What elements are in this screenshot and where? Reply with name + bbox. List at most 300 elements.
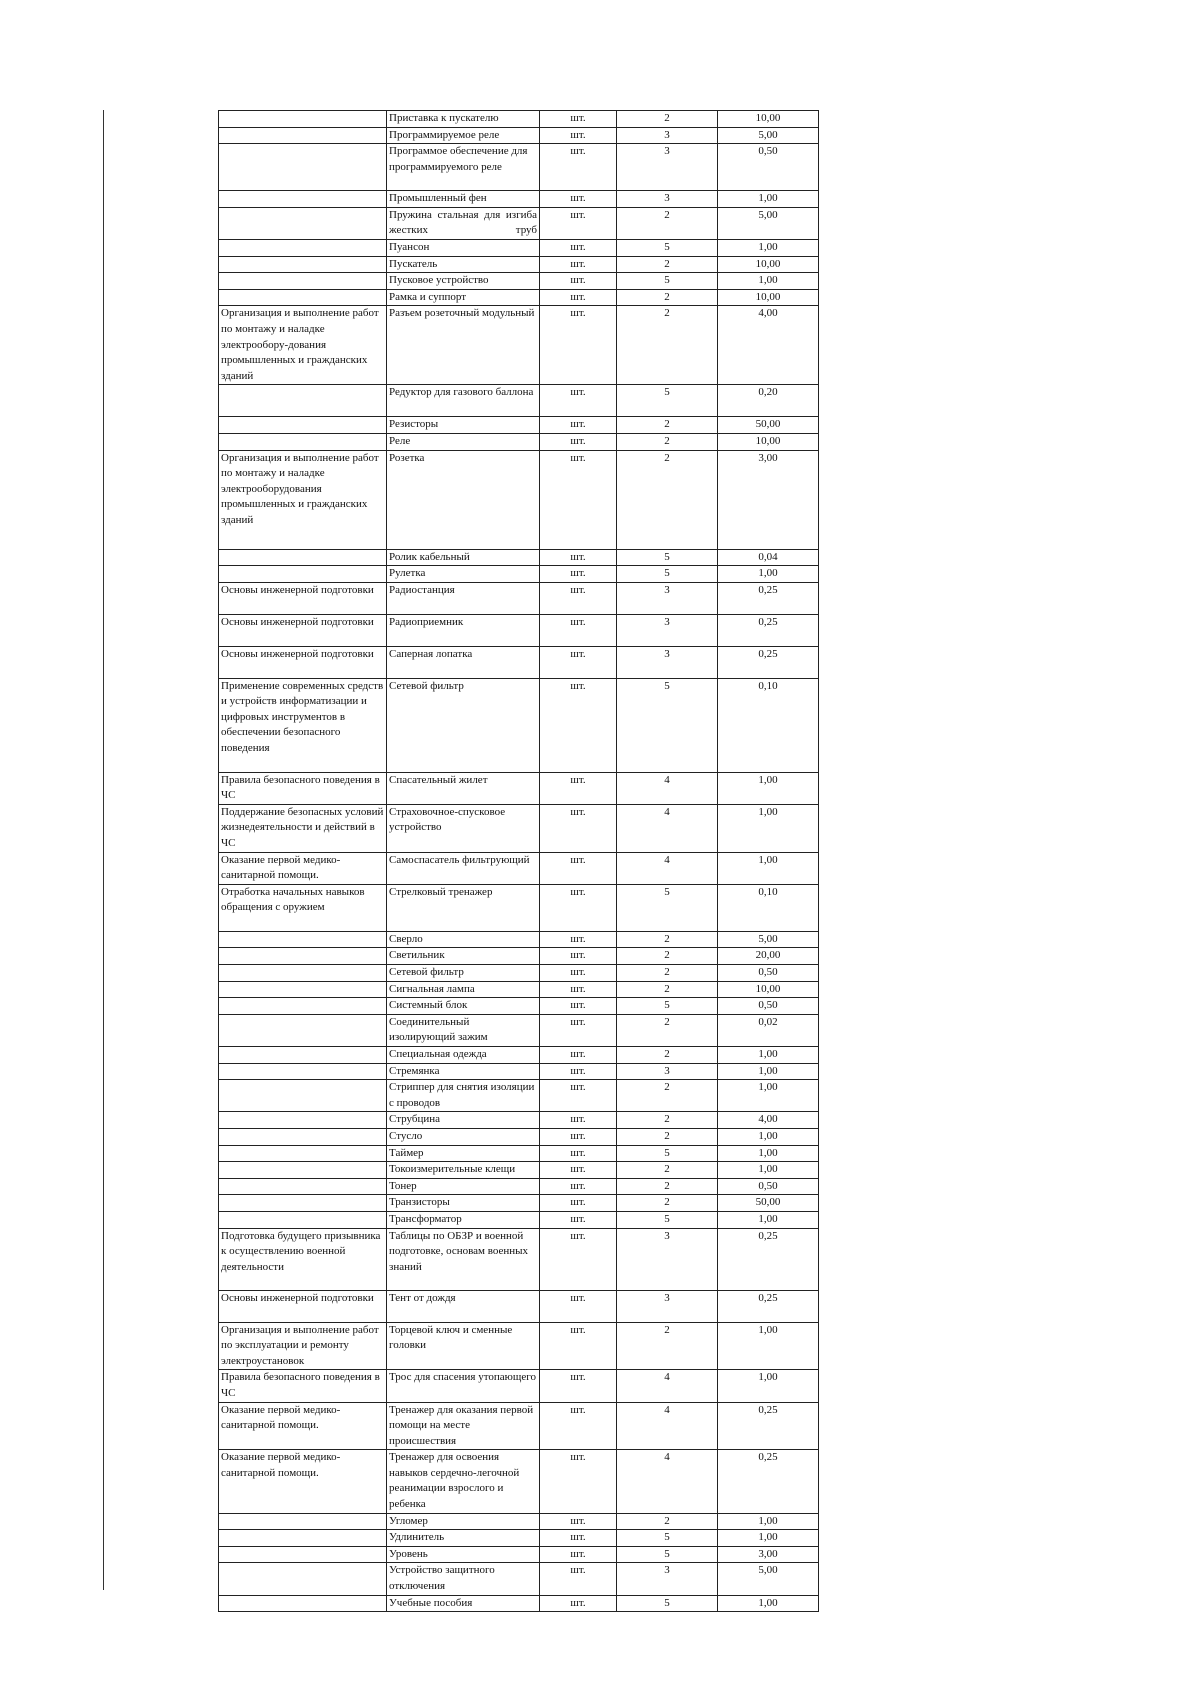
norm-cell: 0,04: [718, 549, 819, 566]
norm-cell: 1,00: [718, 852, 819, 884]
item-name-cell: Разъем розеточный модульный: [387, 306, 540, 385]
quantity-cell: 5: [617, 1530, 718, 1547]
item-name-cell: Тренажер для оказания первой помощи на месте происшествия: [387, 1402, 540, 1450]
section-cell: [219, 433, 387, 450]
item-name-cell: Программое обеспечение для программируемого реле: [387, 144, 540, 191]
table-row: [219, 256, 819, 273]
unit-cell: шт.: [540, 1530, 617, 1547]
table-row: [219, 1563, 819, 1595]
table-row: [219, 1145, 819, 1162]
norm-cell: 0,25: [718, 1450, 819, 1513]
quantity-cell: 3: [617, 646, 718, 678]
unit-cell: шт.: [540, 1063, 617, 1080]
item-name-cell: Стремянка: [387, 1063, 540, 1080]
section-cell: Оказание первой медико-санитарной помощи.: [219, 852, 387, 884]
table-row: [219, 1162, 819, 1179]
norm-cell: 1,00: [718, 1530, 819, 1547]
quantity-cell: 2: [617, 1513, 718, 1530]
quantity-cell: 2: [617, 433, 718, 450]
unit-cell: шт.: [540, 111, 617, 128]
section-cell: [219, 256, 387, 273]
section-cell: Применение современных средств и устройств информатизации и цифровых инструментов в обеспечении безопасного поведения: [219, 678, 387, 772]
section-cell: Основы инженерной подготовки: [219, 582, 387, 614]
norm-cell: 1,00: [718, 566, 819, 583]
item-name-cell: Приставка к пускателю: [387, 111, 540, 128]
item-name-cell: Пускатель: [387, 256, 540, 273]
quantity-cell: 5: [617, 884, 718, 931]
unit-cell: шт.: [540, 1047, 617, 1064]
table-row: [219, 646, 819, 678]
quantity-cell: 2: [617, 111, 718, 128]
table-row: [219, 1195, 819, 1212]
table-row: [219, 385, 819, 417]
quantity-cell: 4: [617, 1370, 718, 1402]
quantity-cell: 3: [617, 144, 718, 191]
norm-cell: 0,20: [718, 385, 819, 417]
unit-cell: шт.: [540, 1080, 617, 1112]
item-name-cell: Тонер: [387, 1178, 540, 1195]
norm-cell: 1,00: [718, 1322, 819, 1370]
table-row: [219, 981, 819, 998]
section-cell: Поддержание безопасных условий жизнедеятельности и действий в ЧС: [219, 804, 387, 852]
quantity-cell: 4: [617, 852, 718, 884]
norm-cell: 1,00: [718, 1162, 819, 1179]
table-row: [219, 1128, 819, 1145]
table-row: [219, 1211, 819, 1228]
item-name-cell: Струбцина: [387, 1112, 540, 1129]
quantity-cell: 2: [617, 931, 718, 948]
norm-cell: 20,00: [718, 948, 819, 965]
item-name-cell: Светильник: [387, 948, 540, 965]
norm-cell: 0,25: [718, 1402, 819, 1450]
unit-cell: шт.: [540, 417, 617, 434]
section-cell: [219, 1063, 387, 1080]
unit-cell: шт.: [540, 306, 617, 385]
section-cell: [219, 111, 387, 128]
item-name-cell: Спасательный жилет: [387, 772, 540, 804]
norm-cell: 0,50: [718, 1178, 819, 1195]
unit-cell: шт.: [540, 433, 617, 450]
norm-cell: 1,00: [718, 191, 819, 208]
unit-cell: шт.: [540, 256, 617, 273]
unit-cell: шт.: [540, 549, 617, 566]
table-row: [219, 1014, 819, 1046]
item-name-cell: Стусло: [387, 1128, 540, 1145]
section-cell: [219, 1211, 387, 1228]
table-row: [219, 772, 819, 804]
unit-cell: шт.: [540, 289, 617, 306]
quantity-cell: 2: [617, 417, 718, 434]
quantity-cell: 5: [617, 273, 718, 290]
quantity-cell: 3: [617, 1563, 718, 1595]
item-name-cell: Рулетка: [387, 566, 540, 583]
norm-cell: 5,00: [718, 127, 819, 144]
norm-cell: 4,00: [718, 306, 819, 385]
norm-cell: 4,00: [718, 1112, 819, 1129]
table-row: [219, 931, 819, 948]
quantity-cell: 4: [617, 804, 718, 852]
norm-cell: 1,00: [718, 1063, 819, 1080]
section-cell: Основы инженерной подготовки: [219, 1290, 387, 1322]
section-cell: [219, 566, 387, 583]
unit-cell: шт.: [540, 1178, 617, 1195]
quantity-cell: 3: [617, 1228, 718, 1290]
table-row: [219, 1178, 819, 1195]
section-cell: [219, 385, 387, 417]
norm-cell: 1,00: [718, 772, 819, 804]
table-row: [219, 1322, 819, 1370]
section-cell: Правила безопасного поведения в ЧС: [219, 1370, 387, 1402]
section-cell: [219, 1145, 387, 1162]
item-name-cell: Торцевой ключ и сменные головки: [387, 1322, 540, 1370]
table-row: [219, 1370, 819, 1402]
section-cell: Основы инженерной подготовки: [219, 614, 387, 646]
table-row: [219, 998, 819, 1015]
item-name-cell: Системный блок: [387, 998, 540, 1015]
unit-cell: шт.: [540, 1195, 617, 1212]
unit-cell: шт.: [540, 931, 617, 948]
table-row: [219, 965, 819, 982]
item-name-cell: Транзисторы: [387, 1195, 540, 1212]
norm-cell: 0,25: [718, 614, 819, 646]
norm-cell: 1,00: [718, 273, 819, 290]
unit-cell: шт.: [540, 582, 617, 614]
item-name-cell: Розетка: [387, 450, 540, 549]
item-name-cell: Уровень: [387, 1546, 540, 1563]
quantity-cell: 5: [617, 1546, 718, 1563]
unit-cell: шт.: [540, 646, 617, 678]
unit-cell: шт.: [540, 450, 617, 549]
unit-cell: шт.: [540, 239, 617, 256]
unit-cell: шт.: [540, 207, 617, 239]
section-cell: [219, 417, 387, 434]
table-row: [219, 1112, 819, 1129]
table-row: [219, 1290, 819, 1322]
norm-cell: 10,00: [718, 289, 819, 306]
table-row: [219, 273, 819, 290]
item-name-cell: Рамка и суппорт: [387, 289, 540, 306]
item-name-cell: Сетевой фильтр: [387, 965, 540, 982]
table-row: [219, 306, 819, 385]
item-name-cell: Страховочное-спусковое устройство: [387, 804, 540, 852]
quantity-cell: 4: [617, 1450, 718, 1513]
item-name-cell: Самоспасатель фильтрующий: [387, 852, 540, 884]
norm-cell: 5,00: [718, 931, 819, 948]
section-cell: [219, 289, 387, 306]
quantity-cell: 3: [617, 127, 718, 144]
section-cell: [219, 1047, 387, 1064]
norm-cell: 1,00: [718, 1595, 819, 1612]
quantity-cell: 2: [617, 965, 718, 982]
norm-cell: 1,00: [718, 1513, 819, 1530]
item-name-cell: Редуктор для газового баллона: [387, 385, 540, 417]
table-row: [219, 111, 819, 128]
norm-cell: 0,02: [718, 1014, 819, 1046]
norm-cell: 1,00: [718, 1080, 819, 1112]
section-cell: [219, 1014, 387, 1046]
norm-cell: 10,00: [718, 981, 819, 998]
section-cell: [219, 1128, 387, 1145]
quantity-cell: 2: [617, 1047, 718, 1064]
item-name-cell: Специальная одежда: [387, 1047, 540, 1064]
section-cell: [219, 1178, 387, 1195]
quantity-cell: 5: [617, 549, 718, 566]
norm-cell: 0,25: [718, 1290, 819, 1322]
page-margin-line: [103, 110, 104, 1590]
unit-cell: шт.: [540, 772, 617, 804]
item-name-cell: Тренажер для освоения навыков сердечно-легочной реанимации взрослого и ребенка: [387, 1450, 540, 1513]
quantity-cell: 5: [617, 678, 718, 772]
section-cell: [219, 1530, 387, 1547]
item-name-cell: Пуансон: [387, 239, 540, 256]
unit-cell: шт.: [540, 385, 617, 417]
table-row: [219, 239, 819, 256]
section-cell: [219, 1112, 387, 1129]
quantity-cell: 2: [617, 207, 718, 239]
unit-cell: шт.: [540, 1513, 617, 1530]
quantity-cell: 5: [617, 1211, 718, 1228]
item-name-cell: Реле: [387, 433, 540, 450]
table-row: [219, 614, 819, 646]
item-name-cell: Сигнальная лампа: [387, 981, 540, 998]
unit-cell: шт.: [540, 1145, 617, 1162]
section-cell: [219, 239, 387, 256]
section-cell: [219, 1080, 387, 1112]
unit-cell: шт.: [540, 1563, 617, 1595]
item-name-cell: Стрелковый тренажер: [387, 884, 540, 931]
norm-cell: 1,00: [718, 804, 819, 852]
item-name-cell: Саперная лопатка: [387, 646, 540, 678]
quantity-cell: 2: [617, 1322, 718, 1370]
item-name-cell: Радиостанция: [387, 582, 540, 614]
norm-cell: 1,00: [718, 1047, 819, 1064]
unit-cell: шт.: [540, 965, 617, 982]
unit-cell: шт.: [540, 678, 617, 772]
section-cell: [219, 948, 387, 965]
norm-cell: 0,50: [718, 144, 819, 191]
unit-cell: шт.: [540, 1128, 617, 1145]
table-row: [219, 804, 819, 852]
table-row: [219, 144, 819, 191]
table-row: [219, 1595, 819, 1612]
unit-cell: шт.: [540, 1450, 617, 1513]
section-cell: [219, 1595, 387, 1612]
quantity-cell: 4: [617, 1402, 718, 1450]
unit-cell: шт.: [540, 804, 617, 852]
quantity-cell: 5: [617, 998, 718, 1015]
norm-cell: 5,00: [718, 1563, 819, 1595]
table-row: [219, 127, 819, 144]
quantity-cell: 5: [617, 1595, 718, 1612]
norm-cell: 0,25: [718, 646, 819, 678]
section-cell: [219, 931, 387, 948]
item-name-cell: Тент от дождя: [387, 1290, 540, 1322]
section-cell: [219, 144, 387, 191]
unit-cell: шт.: [540, 191, 617, 208]
table-row: [219, 207, 819, 239]
equipment-table-body: [219, 111, 819, 1612]
item-name-cell: Трос для спасения утопающего: [387, 1370, 540, 1402]
table-row: [219, 1047, 819, 1064]
table-row: [219, 852, 819, 884]
item-name-cell: Пусковое устройство: [387, 273, 540, 290]
norm-cell: 1,00: [718, 1145, 819, 1162]
item-name-cell: Ролик кабельный: [387, 549, 540, 566]
section-cell: [219, 191, 387, 208]
section-cell: [219, 549, 387, 566]
quantity-cell: 2: [617, 1014, 718, 1046]
section-cell: Оказание первой медико-санитарной помощи.: [219, 1450, 387, 1513]
table-row: [219, 1530, 819, 1547]
unit-cell: шт.: [540, 1112, 617, 1129]
unit-cell: шт.: [540, 884, 617, 931]
item-name-cell: Резисторы: [387, 417, 540, 434]
quantity-cell: 5: [617, 1145, 718, 1162]
table-row: [219, 1063, 819, 1080]
section-cell: Основы инженерной подготовки: [219, 646, 387, 678]
norm-cell: 0,10: [718, 678, 819, 772]
section-cell: [219, 998, 387, 1015]
table-row: [219, 1228, 819, 1290]
section-cell: [219, 1162, 387, 1179]
unit-cell: шт.: [540, 1211, 617, 1228]
quantity-cell: 3: [617, 1290, 718, 1322]
section-cell: Организация и выполнение работ по монтажу и наладке электрообору-дования промышленных и гражданских зданий: [219, 306, 387, 385]
section-cell: Организация и выполнение работ по монтажу и наладке электрооборудования промышленных и гражданских зданий: [219, 450, 387, 549]
norm-cell: 3,00: [718, 1546, 819, 1563]
section-cell: Правила безопасного поведения в ЧС: [219, 772, 387, 804]
table-row: [219, 678, 819, 772]
quantity-cell: 3: [617, 1063, 718, 1080]
quantity-cell: 5: [617, 566, 718, 583]
unit-cell: шт.: [540, 1546, 617, 1563]
quantity-cell: 3: [617, 191, 718, 208]
section-cell: [219, 1563, 387, 1595]
quantity-cell: 3: [617, 582, 718, 614]
quantity-cell: 2: [617, 1112, 718, 1129]
unit-cell: шт.: [540, 1162, 617, 1179]
unit-cell: шт.: [540, 273, 617, 290]
table-row: [219, 417, 819, 434]
item-name-cell: Устройство защитного отключения: [387, 1563, 540, 1595]
unit-cell: шт.: [540, 1595, 617, 1612]
unit-cell: шт.: [540, 1370, 617, 1402]
section-cell: Оказание первой медико-санитарной помощи.: [219, 1402, 387, 1450]
section-cell: [219, 1513, 387, 1530]
unit-cell: шт.: [540, 614, 617, 646]
unit-cell: шт.: [540, 998, 617, 1015]
table-row: [219, 1546, 819, 1563]
norm-cell: 1,00: [718, 1211, 819, 1228]
norm-cell: 0,50: [718, 998, 819, 1015]
section-cell: [219, 1195, 387, 1212]
item-name-cell: Соединительный изолирующий зажим: [387, 1014, 540, 1046]
table-row: [219, 1450, 819, 1513]
section-cell: Организация и выполнение работ по эксплуатации и ремонту электроустановок: [219, 1322, 387, 1370]
table-row: [219, 450, 819, 549]
table-row: [219, 884, 819, 931]
quantity-cell: 2: [617, 306, 718, 385]
item-name-cell: Трансформатор: [387, 1211, 540, 1228]
unit-cell: шт.: [540, 566, 617, 583]
table-row: [219, 566, 819, 583]
table-row: [219, 582, 819, 614]
quantity-cell: 2: [617, 289, 718, 306]
quantity-cell: 2: [617, 1128, 718, 1145]
quantity-cell: 2: [617, 948, 718, 965]
norm-cell: 10,00: [718, 256, 819, 273]
unit-cell: шт.: [540, 127, 617, 144]
item-name-cell: Таблицы по ОБЗР и военной подготовке, основам военных знаний: [387, 1228, 540, 1290]
section-cell: [219, 207, 387, 239]
unit-cell: шт.: [540, 1322, 617, 1370]
unit-cell: шт.: [540, 852, 617, 884]
norm-cell: 1,00: [718, 239, 819, 256]
norm-cell: 50,00: [718, 417, 819, 434]
norm-cell: 10,00: [718, 111, 819, 128]
norm-cell: 3,00: [718, 450, 819, 549]
item-name-cell: Стриппер для снятия изоляции с проводов: [387, 1080, 540, 1112]
item-name-cell: Сетевой фильтр: [387, 678, 540, 772]
norm-cell: 0,25: [718, 1228, 819, 1290]
table-row: [219, 1513, 819, 1530]
item-name-cell: Сверло: [387, 931, 540, 948]
unit-cell: шт.: [540, 144, 617, 191]
item-name-cell: Промышленный фен: [387, 191, 540, 208]
item-name-cell: Радиоприемник: [387, 614, 540, 646]
equipment-table: [218, 110, 819, 1612]
table-row: [219, 289, 819, 306]
section-cell: [219, 127, 387, 144]
unit-cell: шт.: [540, 1014, 617, 1046]
unit-cell: шт.: [540, 981, 617, 998]
quantity-cell: 2: [617, 256, 718, 273]
section-cell: Подготовка будущего призывника к осуществлению военной деятельности: [219, 1228, 387, 1290]
norm-cell: 0,25: [718, 582, 819, 614]
quantity-cell: 3: [617, 614, 718, 646]
table-row: [219, 1402, 819, 1450]
quantity-cell: 2: [617, 1162, 718, 1179]
unit-cell: шт.: [540, 1228, 617, 1290]
item-name-cell: Таймер: [387, 1145, 540, 1162]
quantity-cell: 5: [617, 385, 718, 417]
table-row: [219, 1080, 819, 1112]
quantity-cell: 2: [617, 1178, 718, 1195]
section-cell: [219, 1546, 387, 1563]
norm-cell: 0,50: [718, 965, 819, 982]
norm-cell: 1,00: [718, 1370, 819, 1402]
quantity-cell: 5: [617, 239, 718, 256]
norm-cell: 50,00: [718, 1195, 819, 1212]
quantity-cell: 2: [617, 1080, 718, 1112]
item-name-cell: Учебные пособия: [387, 1595, 540, 1612]
section-cell: [219, 273, 387, 290]
item-name-cell: Угломер: [387, 1513, 540, 1530]
table-row: [219, 549, 819, 566]
quantity-cell: 2: [617, 981, 718, 998]
norm-cell: 1,00: [718, 1128, 819, 1145]
norm-cell: 0,10: [718, 884, 819, 931]
section-cell: [219, 965, 387, 982]
item-name-cell: Токоизмерительные клещи: [387, 1162, 540, 1179]
quantity-cell: 2: [617, 450, 718, 549]
item-name-cell: Пружина стальная для изгиба жестких труб: [387, 207, 540, 239]
table-row: [219, 433, 819, 450]
unit-cell: шт.: [540, 1402, 617, 1450]
table-row: [219, 191, 819, 208]
section-cell: [219, 981, 387, 998]
item-name-cell: Удлинитель: [387, 1530, 540, 1547]
